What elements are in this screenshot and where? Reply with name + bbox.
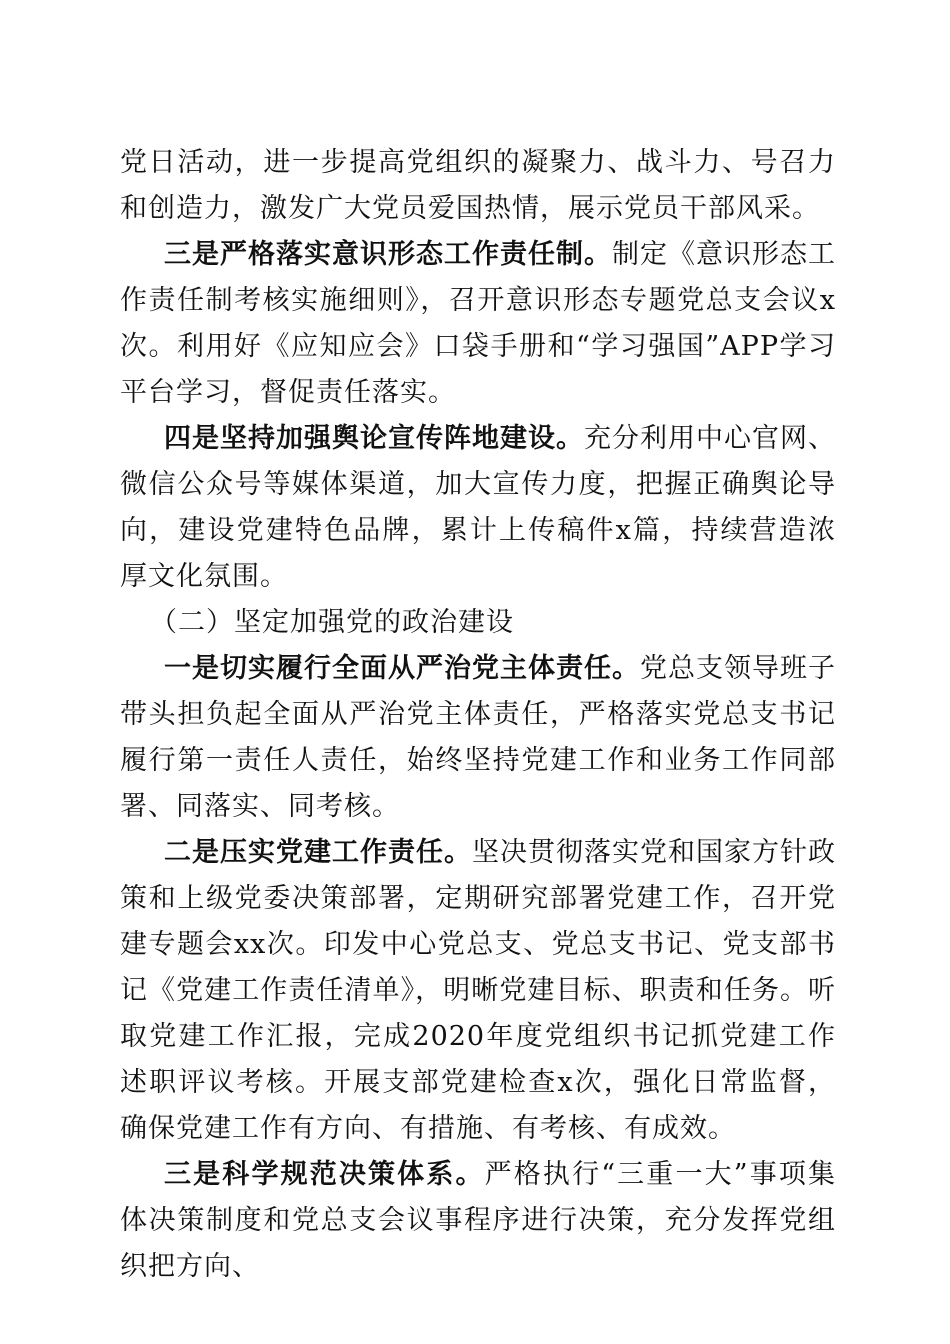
paragraph-text: 制定《意识形态工作责任制考核实施细则》，召开意识形态专题党总支会议x次。利用好《应知应会》口袋手册和“学习强国”APP学习平台学习，督促责任落实。	[120, 239, 836, 408]
paragraph-lead: 三是严格落实意识形态工作责任制。	[164, 239, 612, 270]
paragraph-party-responsibility	[120, 646, 836, 830]
paragraph-text: 坚决贯彻落实党和国家方针政策和上级党委决策部署，定期研究部署党建工作，召开党建专题会xx次。印发中心党总支、党总支书记、党支部书记《党建工作责任清单》，明晰党建目标、职责和任务。听取党建工作汇报，完成2020年度党组织书记抓党建工作述职评议考核。开展支部党建检查x次，强化日常监督，确保党建工作有方向、有措施、有考核、有成效。	[120, 837, 836, 1144]
paragraph-lead: 二是压实党建工作责任。	[164, 837, 472, 868]
paragraph-lead: 一是切实履行全面从严治党主体责任。	[164, 653, 640, 684]
paragraph-ideology-responsibility	[120, 232, 836, 416]
paragraph-text: 党日活动，进一步提高党组织的凝聚力、战斗力、号召力和创造力，激发广大党员爱国热情，展示党员干部风采。	[120, 147, 836, 224]
section-heading: （二）坚定加强党的政治建设	[150, 607, 514, 638]
paragraph-lead: 四是坚持加强舆论宣传阵地建设。	[164, 423, 584, 454]
paragraph-continuation	[120, 140, 836, 232]
document-body	[120, 140, 836, 1290]
paragraph-lead: 三是科学规范决策体系。	[164, 1159, 485, 1190]
paragraph-decision-system	[120, 1152, 836, 1290]
paragraph-public-opinion	[120, 416, 836, 600]
paragraph-text: 党总支领导班子带头担负起全面从严治党主体责任，严格落实党总支书记履行第一责任人责任，始终坚持党建工作和业务工作同部署、同落实、同考核。	[120, 653, 836, 822]
paragraph-text: 严格执行“三重一大”事项集体决策制度和党总支会议事程序进行决策，充分发挥党组织把方向、	[120, 1159, 836, 1282]
paragraph-party-building-duty	[120, 830, 836, 1152]
paragraph-text: 充分利用中心官网、微信公众号等媒体渠道，加大宣传力度，把握正确舆论导向，建设党建特色品牌，累计上传稿件x篇，持续营造浓厚文化氛围。	[120, 423, 836, 592]
